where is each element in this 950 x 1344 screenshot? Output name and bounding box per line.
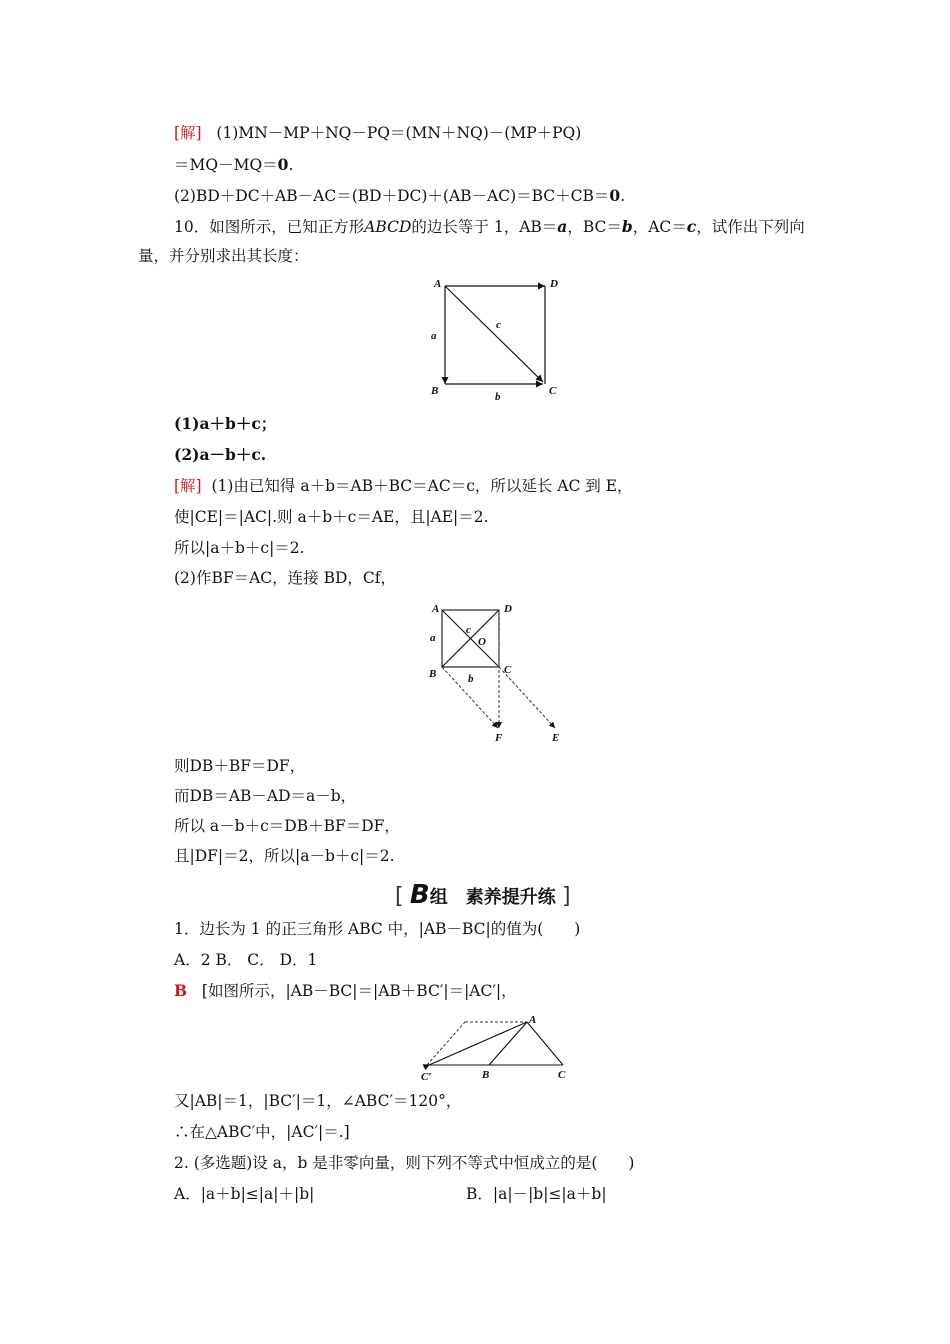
label-a-point: A — [432, 603, 440, 615]
label-c-point: C — [558, 1069, 566, 1081]
solution-10-line-4: (2)作BF＝AC，连接 BD，Cf， — [174, 569, 396, 587]
label-f-point: F — [495, 732, 503, 744]
solution-text: ＝MQ－MQ＝ — [174, 156, 278, 174]
solution-10-line-7: 所以 a－b＋c＝DB＋BF＝DF， — [174, 817, 400, 835]
solution-10-line-5: 则DB＋BF＝DF， — [174, 757, 306, 775]
q10-text: 的边长等于 1，AB＝ — [411, 218, 558, 236]
label-vector-a: a — [431, 330, 437, 342]
vector-c-arrow — [445, 286, 543, 382]
left-bracket-icon: [ — [395, 884, 404, 909]
part-1-text: (1)a＋b＋c； — [174, 414, 277, 433]
label-b-point: B — [429, 668, 437, 680]
solution-10-line-2: 使|CE|＝|AC|.则 a＋b＋c＝AE，且|AE|＝2. — [174, 508, 489, 526]
label-o-point: O — [478, 636, 486, 648]
part-2-text: (2)a－b＋c. — [174, 445, 267, 464]
question-b1: 1．边长为 1 的正三角形 ABC 中，|AB－BC|的值为( ) — [174, 920, 581, 938]
q10-text: ，BC＝ — [567, 218, 622, 236]
q10-text: ，AC＝ — [632, 218, 687, 236]
label-vector-a: a — [430, 632, 436, 644]
solution-line-1 — [174, 122, 581, 144]
solution-text: (2)BD＋DC＋AB－AC＝(BD＋DC)＋(AB－AC)＝BC＋CB＝ — [174, 187, 610, 205]
label-vector-c: c — [496, 319, 501, 331]
question-10-line2: 量，并分别求出其长度： — [138, 247, 309, 265]
solution-tag: [解] — [174, 124, 202, 142]
side-ab — [489, 1022, 527, 1065]
solution-10-line-1 — [174, 475, 633, 497]
q10-square-name: ABCD — [364, 218, 412, 236]
dashed-left — [427, 1022, 465, 1065]
label-b-point: B — [431, 385, 439, 397]
question-b2: 2. (多选题)设 a，b 是非零向量，则下列不等式中恒成立的是( ) — [174, 1154, 635, 1172]
group-letter: B — [409, 880, 430, 910]
solution-text: (1)MN－MP＋NQ－PQ＝(MN＋NQ)－(MP＋PQ) — [216, 124, 582, 142]
solution-10-line-6: 而DB＝AB－AD＝a－b， — [174, 787, 357, 805]
part-2 — [174, 444, 266, 466]
section-title: 组 素养提升练 — [429, 887, 556, 908]
diagonal-ac — [442, 610, 498, 666]
triangle-figure — [415, 1012, 575, 1082]
question-b1-options: A．2 B． C． D．1 — [174, 951, 318, 969]
square-figure — [425, 276, 585, 406]
question-b2-option-b: B．|a|－|b|≤|a＋b| — [466, 1185, 607, 1203]
label-a-point: A — [529, 1014, 537, 1026]
zero-vector: 0 — [277, 155, 289, 174]
label-c-point: C — [549, 385, 557, 397]
answer-letter: B — [174, 981, 188, 1000]
answer-text: [如图所示，|AB－BC|＝|AB＋BC′|＝|AC′|， — [201, 982, 517, 1000]
solution-10-line-8: 且|DF|＝2，所以|a－b＋c|＝2. — [174, 847, 395, 865]
vector-ac-prime — [429, 1022, 527, 1065]
label-a-point: A — [434, 278, 442, 290]
side-ac — [527, 1022, 563, 1065]
label-c-prime-point: C′ — [421, 1071, 432, 1082]
label-vector-b: b — [468, 673, 474, 685]
solution-line-3: (2)BD＋DC＋AB－AC＝(BD＋DC)＋(AB－AC)＝BC＋CB＝0. — [174, 186, 626, 205]
label-vector-c: c — [466, 624, 471, 636]
vector-ce — [499, 667, 555, 728]
section-header — [395, 880, 571, 910]
zero-vector: 0 — [609, 186, 621, 205]
solution-line-2: ＝MQ－MQ＝0. — [174, 155, 294, 174]
solution-10-line-3: 所以|a＋b＋c|＝2. — [174, 539, 305, 557]
question-b2-option-a: A．|a＋b|≤|a|＋|b| — [174, 1185, 315, 1203]
label-c-point: C — [504, 664, 512, 676]
label-b-point: B — [482, 1069, 490, 1081]
solution-text: (1)由已知得 a＋b＝AB＋BC＝AC＝c，所以延长 AC 到 E， — [211, 477, 633, 495]
label-vector-b: b — [495, 391, 501, 403]
label-e-point: E — [552, 732, 560, 744]
q10-text: 10．如图所示，已知正方形 — [174, 218, 365, 236]
right-bracket-icon: ] — [561, 884, 571, 909]
vector-b: b — [621, 217, 633, 236]
question-b1-sol-2: 又|AB|＝1，|BC′|＝1，∠ABC′＝120°， — [174, 1092, 462, 1110]
q10-text: ，试作出下列向 — [696, 218, 805, 236]
part-1 — [174, 413, 276, 435]
question-b1-sol-3: ∴在△ABC′中，|AC′|＝.] — [174, 1123, 350, 1141]
label-d-point: D — [550, 278, 558, 290]
vector-a: a — [557, 217, 568, 236]
solution-tag: [解] — [174, 477, 202, 495]
question-b1-answer — [174, 980, 517, 1002]
square-extended-figure — [422, 600, 592, 750]
question-10 — [174, 216, 805, 238]
vector-c: c — [686, 217, 697, 236]
label-d-point: D — [504, 603, 512, 615]
